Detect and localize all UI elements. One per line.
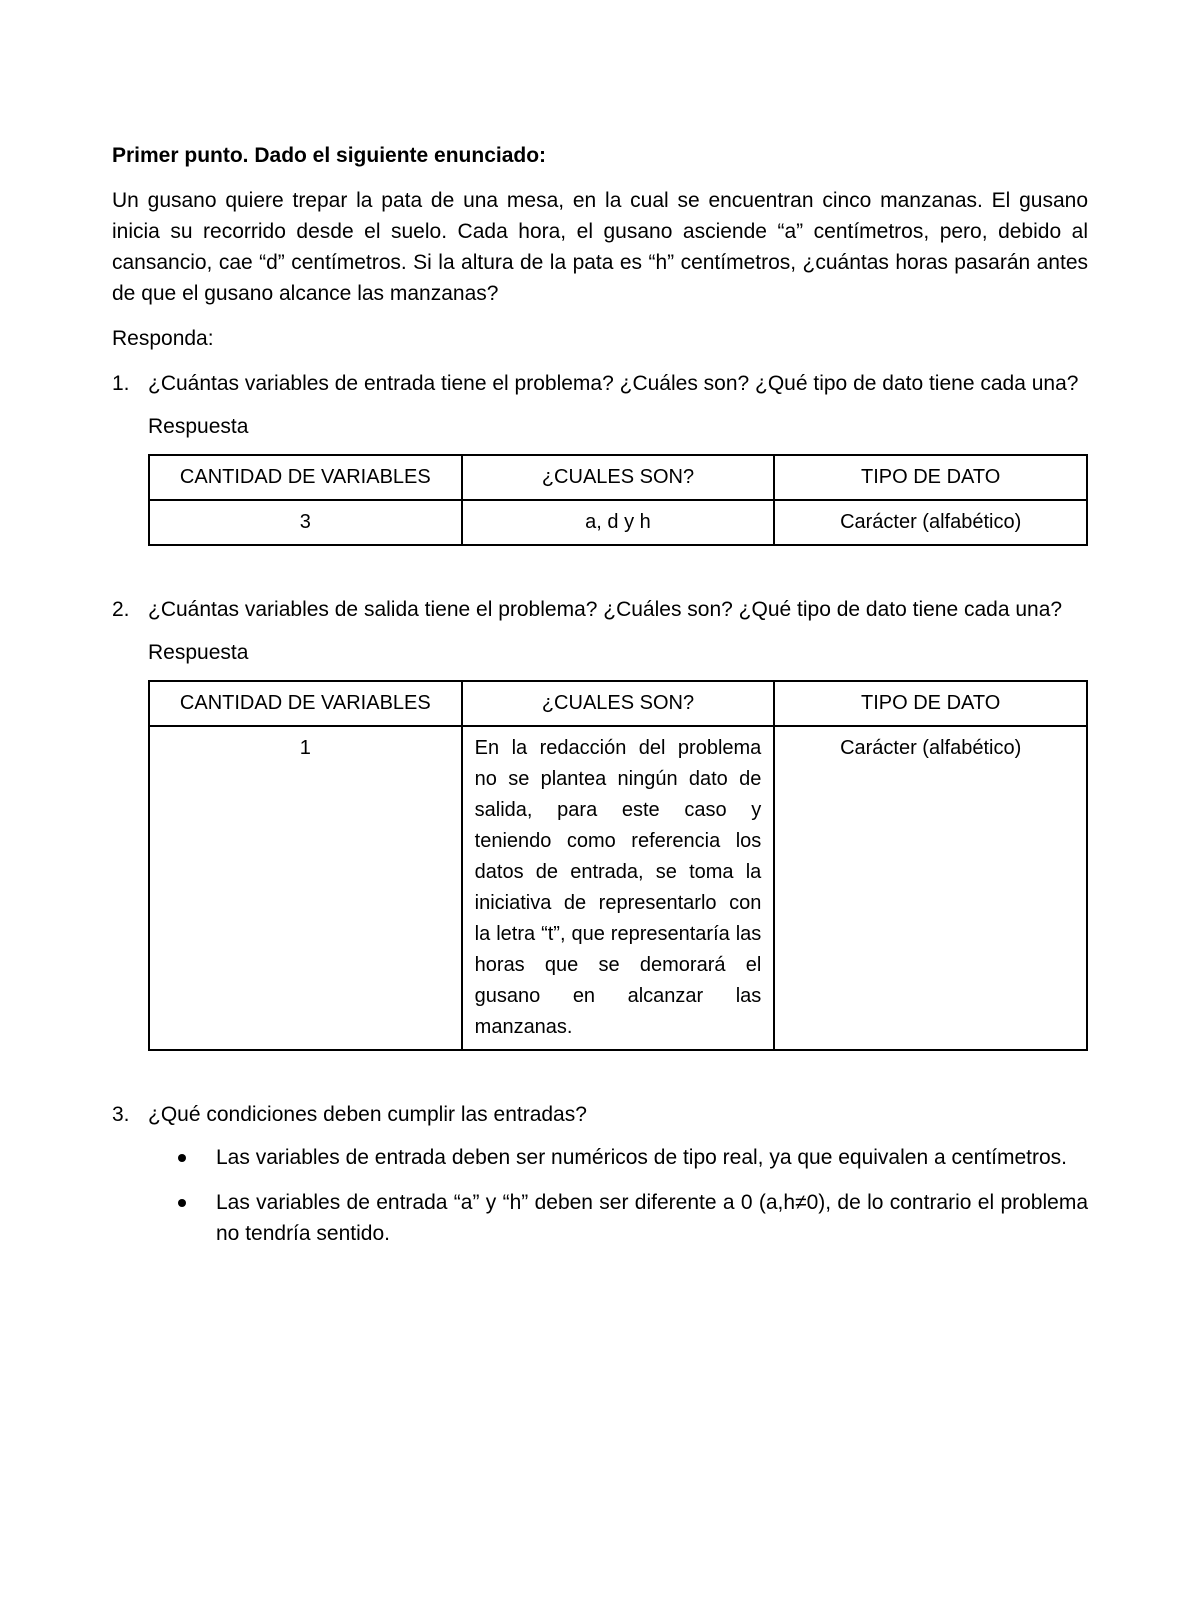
conditions-list xyxy=(112,1142,1088,1249)
question-1 xyxy=(112,368,1088,399)
question-text: ¿Cuántas variables de entrada tiene el problema? ¿Cuáles son? ¿Qué tipo de dato tiene cada una? xyxy=(148,372,1079,395)
bullet-icon xyxy=(178,1154,186,1162)
table-row xyxy=(149,500,1087,545)
list-item xyxy=(112,1142,1088,1173)
question-text: ¿Cuántas variables de salida tiene el problema? ¿Cuáles son? ¿Qué tipo de dato tiene cada una? xyxy=(148,598,1063,621)
section-heading: Primer punto. Dado el siguiente enunciado: xyxy=(112,144,547,167)
bullet-icon xyxy=(178,1199,186,1207)
table-cell: a, d y h xyxy=(462,500,775,545)
question-2 xyxy=(112,594,1088,625)
problem-statement: Un gusano quiere trepar la pata de una mesa, en la cual se encuentran cinco manzanas. El gusano inicia su recorrido desde el suelo. Cada hora, el gusano asciende “a” centímetros, pero, debido al cansancio, cae “d” centímetros. Si la altura de la pata es “h” centímetros, ¿cuántas horas pasarán antes de que el gusano alcance las manzanas? xyxy=(112,189,1088,305)
table-cell: 3 xyxy=(149,500,462,545)
document-content xyxy=(112,140,1088,1263)
list-item xyxy=(112,1187,1088,1249)
responda-label: Responda: xyxy=(112,327,214,350)
output-variables-table xyxy=(148,680,1088,1051)
table-header-cell: ¿CUALES SON? xyxy=(462,455,775,500)
table-header-cell: TIPO DE DATO xyxy=(774,455,1087,500)
question-number: 1. xyxy=(112,372,130,395)
spacer xyxy=(112,546,1088,594)
table-header-cell: ¿CUALES SON? xyxy=(462,681,775,726)
table-header-cell: CANTIDAD DE VARIABLES xyxy=(149,681,462,726)
table-header-cell: CANTIDAD DE VARIABLES xyxy=(149,455,462,500)
response-label: Respuesta xyxy=(148,641,249,664)
question-number: 3. xyxy=(112,1103,130,1126)
question-number: 2. xyxy=(112,598,130,621)
question-3 xyxy=(112,1099,1088,1130)
table-cell: Carácter (alfabético) xyxy=(774,500,1087,545)
table-header-cell: TIPO DE DATO xyxy=(774,681,1087,726)
table-cell: Carácter (alfabético) xyxy=(774,726,1087,1050)
response-label: Respuesta xyxy=(148,415,249,438)
question-text: ¿Qué condiciones deben cumplir las entradas? xyxy=(148,1103,587,1126)
condition-text: Las variables de entrada deben ser numéricos de tipo real, ya que equivalen a centímetros. xyxy=(216,1146,1068,1169)
spacer xyxy=(112,1051,1088,1099)
table-row xyxy=(149,726,1087,1050)
condition-text: Las variables de entrada “a” y “h” deben ser diferente a 0 (a,h≠0), de lo contrario el problema no tendría sentido. xyxy=(216,1191,1088,1245)
table-header-row xyxy=(149,455,1087,500)
table-cell: 1 xyxy=(149,726,462,1050)
input-variables-table xyxy=(148,454,1088,546)
table-cell: En la redacción del problema no se plantea ningún dato de salida, para este caso y teniendo como referencia los datos de entrada, se toma la iniciativa de representarlo con la letra “t”, que representaría las horas que se demorará el gusano en alcanzar las manzanas. xyxy=(462,726,775,1050)
table-header-row xyxy=(149,681,1087,726)
